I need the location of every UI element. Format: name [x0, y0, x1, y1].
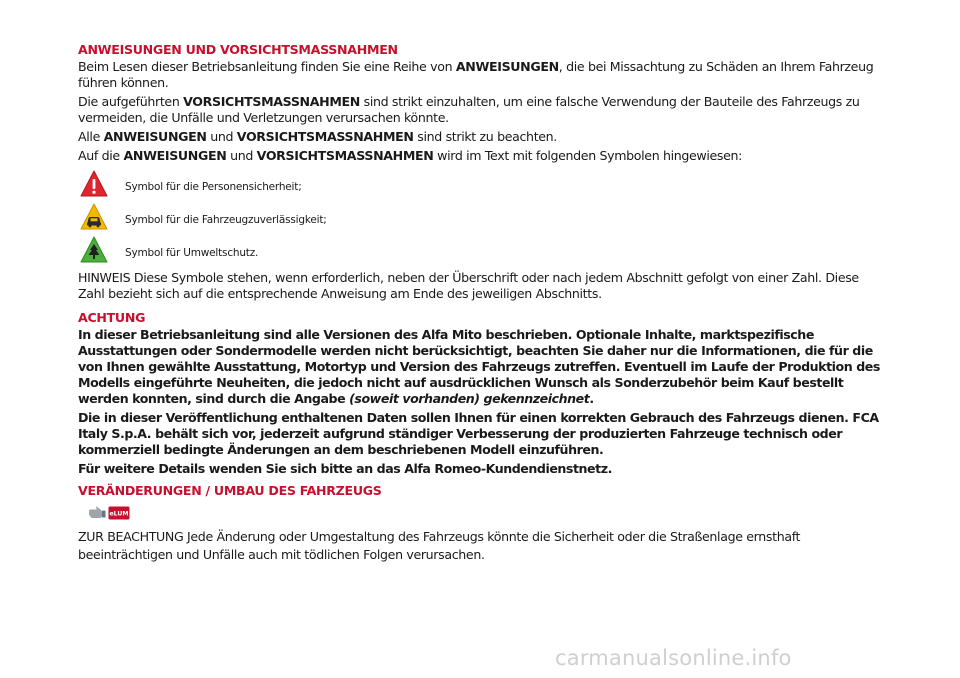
- intro-paragraph-3: [78, 129, 888, 145]
- achtung-paragraph-2: Die in dieser Veröffentlichung enthaltenen Daten sollen Ihnen für einen korrekten Gebrauch des Fahrzeugs dienen. FCA Italy S.p.A. behält sich vor, jederzeit aufgrund ständiger Verbesserung der produzierten Fahrzeuge technisch oder kommerziell bedingte Änderungen an dem beschriebenen Modell einzuführen.: [78, 410, 879, 457]
- text-segment: und: [226, 148, 257, 163]
- text-segment: Alle: [78, 129, 104, 144]
- text-segment: wird im Text mit folgenden Symbolen hingewiesen:: [433, 148, 743, 163]
- section-heading-instructions: ANWEISUNGEN UND VORSICHTSMASSNAHMEN: [78, 42, 398, 57]
- symbol-row-environment: [78, 233, 888, 266]
- symbol-label-person: Symbol für die Personensicherheit;: [125, 180, 302, 193]
- warning-person-icon: [79, 169, 109, 199]
- elum-label: eLUM: [109, 510, 129, 518]
- text-segment: Beim Lesen dieser Betriebsanleitung finden Sie eine Reihe von: [78, 59, 456, 74]
- bold-term: VORSICHTSMASSNAHMEN: [183, 94, 360, 109]
- italic-term: (soweit vorhanden) gekennzeichnet: [349, 391, 590, 406]
- modification-note: ZUR BEACHTUNG Jede Änderung oder Umgestaltung des Fahrzeugs könnte die Sicherheit oder die Straßenlage ernsthaft beeinträchtigen und Unfälle auch mit tödlichen Folgen verursachen.: [78, 529, 801, 562]
- text-segment: .: [589, 391, 594, 406]
- achtung-paragraph-3: Für weitere Details wenden Sie sich bitte an das Alfa Romeo-Kundendienstnetz.: [78, 461, 612, 476]
- text-segment: , die bei Missachtung zu Schäden an Ihrem Fahrzeug führen können.: [78, 59, 874, 90]
- symbol-row-person: [78, 167, 888, 200]
- warning-vehicle-icon: [79, 202, 109, 232]
- bold-term: VORSICHTSMASSNAHMEN: [256, 148, 434, 163]
- text-segment: Die aufgeführten: [78, 94, 184, 109]
- elum-icon: [108, 506, 130, 520]
- text-segment: und: [206, 129, 237, 144]
- manual-page: [78, 42, 888, 567]
- bold-term: VORSICHTSMASSNAHMEN: [236, 129, 414, 144]
- symbol-list: [78, 167, 888, 266]
- text-segment: sind strikt einzuhalten, um eine falsche Verwendung der Bauteile des Fahrzeugs zu vermeiden, die Unfälle und Verletzungen verursachen könnte.: [78, 94, 860, 125]
- bold-term: ANWEISUNGEN: [123, 148, 227, 163]
- elum-reference: [88, 502, 888, 524]
- bold-term: ANWEISUNGEN: [455, 59, 559, 74]
- site-watermark: carmanualsonline.info: [555, 646, 792, 670]
- section-heading-achtung: ACHTUNG: [78, 310, 146, 325]
- text-segment: In dieser Betriebsanleitung sind alle Versionen des Alfa Mito beschrieben. Optionale Inhalte, marktspezifische Ausstattungen oder Sondermodelle werden nicht berücksichtigt, beachten Sie daher nur die Informationen, die für die von Ihnen gewählte Ausstattung, Motortyp und Version des Fahrzeugs zutreffen. Eventuell im Laufe der Produktion des Modells eingeführte Neuheiten, die jedoch nicht auf ausdrücklichen Wunsch als Sonderzubehör beim Kauf bestellt werden konnten, sind durch die Angabe: [78, 327, 880, 406]
- symbol-label-environment: Symbol für Umweltschutz.: [125, 246, 259, 259]
- text-segment: Auf die: [78, 148, 124, 163]
- symbol-label-vehicle: Symbol für die Fahrzeugzuverlässigkeit;: [125, 213, 327, 226]
- intro-paragraph-4: [78, 148, 888, 164]
- section-heading-modifications: VERÄNDERUNGEN / UMBAU DES FAHRZEUGS: [78, 483, 382, 498]
- bold-term: ANWEISUNGEN: [103, 129, 207, 144]
- intro-paragraph-1: [78, 59, 888, 91]
- warning-environment-icon: [79, 235, 109, 265]
- text-segment: sind strikt zu beachten.: [413, 129, 557, 144]
- hinweis-paragraph: HINWEIS Diese Symbole stehen, wenn erforderlich, neben der Überschrift oder nach jedem Abschnitt gefolgt von einer Zahl. Diese Zahl bezieht sich auf die entsprechende Anweisung am Ende des jeweiligen Abschnitts.: [78, 270, 859, 301]
- intro-paragraph-2: [78, 94, 888, 126]
- achtung-paragraph-1: [78, 327, 888, 407]
- symbol-row-vehicle: [78, 200, 888, 233]
- pointing-hand-icon: [88, 506, 106, 520]
